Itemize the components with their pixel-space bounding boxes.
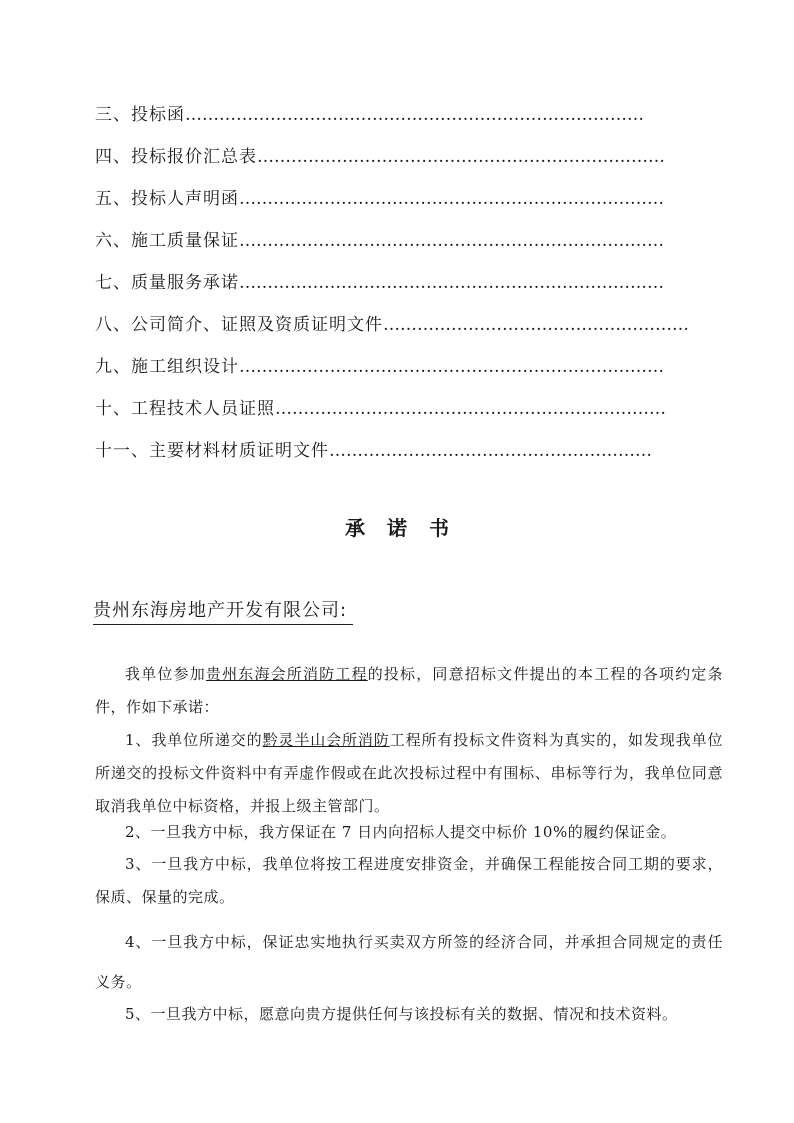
commitment-item-1: 1、我单位所递交的黔灵半山会所消防工程所有投标文件资料为真实的，如发现我单位所递交的投标文件资料中有弄虚作假或在此次投标过程中有围标、串标等行为，我单位同意取消我单位中标资格，并报上级主管部门。 [95, 731, 723, 815]
toc-item [95, 104, 644, 126]
toc-item-text: 投标函 [131, 105, 185, 125]
toc-leader-dots: ……………………………………………… [383, 315, 689, 335]
toc-item-text: 施工质量保证 [131, 231, 239, 251]
toc-item-number: 十、 [95, 399, 131, 419]
toc-item-number: 七、 [95, 273, 131, 293]
toc-item [95, 398, 666, 420]
toc-leader-dots: ………………………………………………………………… [239, 189, 664, 209]
toc-leader-dots: ………………………………………………………………… [239, 273, 664, 293]
toc-item-number: 八、 [95, 315, 131, 335]
toc-item [95, 146, 665, 168]
toc-item [95, 272, 664, 294]
toc-item-text: 主要材料材质证明文件 [149, 441, 329, 461]
toc-leader-dots: ………………………………………………………………… [239, 231, 664, 251]
toc-item-text: 投标报价汇总表 [131, 147, 257, 167]
toc-item-number: 四、 [95, 147, 131, 167]
toc-item-text: 投标人声明函 [131, 189, 239, 209]
intro-paragraph: 我单位参加贵州东海会所消防工程的投标，同意招标文件提出的本工程的各项约定条件，作如下承诺： [95, 665, 723, 716]
toc-leader-dots: ……………………………………………………………… [257, 147, 665, 167]
toc-leader-dots: ……………………………………………………………………… [185, 105, 644, 125]
addressee: 贵州东海房地产开发有限公司: [93, 596, 353, 625]
toc-item-text: 质量服务承诺 [131, 273, 239, 293]
project-name: 贵州东海会所消防工程 [205, 665, 368, 683]
project-name: 黔灵半山会所消防 [262, 731, 390, 749]
toc-item [95, 356, 664, 378]
toc-item-number: 五、 [95, 189, 131, 209]
commitment-item-3: 3、一旦我方中标，我单位将按工程进度安排资金，并确保工程能按合同工期的要求，保质、保量的完成。 [95, 855, 723, 906]
toc-item-number: 六、 [95, 231, 131, 251]
toc-item-text: 工程技术人员证照 [131, 399, 275, 419]
commitment-letter-title: 承诺书 [345, 516, 471, 540]
toc-item [95, 188, 664, 210]
toc-item-text: 公司简介、证照及资质证明文件 [131, 315, 383, 335]
commitment-item-5: 5、一旦我方中标，愿意向贵方提供任何与该投标有关的数据、情况和技术资料。 [125, 1005, 678, 1023]
toc-item-number: 十一、 [95, 441, 149, 461]
toc-leader-dots: ………………………………………………… [329, 441, 652, 461]
toc-item-number: 九、 [95, 357, 131, 377]
toc-item [95, 230, 664, 252]
toc-leader-dots: …………………………………………………………… [275, 399, 666, 419]
commitment-item-2: 2、一旦我方中标，我方保证在 7 日内向招标人提交中标价 10%的履约保证金。 [125, 823, 677, 841]
toc-item [95, 440, 652, 462]
commitment-item-4: 4、一旦我方中标，保证忠实地执行买卖双方所签的经济合同，并承担合同规定的责任义务。 [95, 933, 723, 991]
toc-item-text: 施工组织设计 [131, 357, 239, 377]
toc-item [95, 314, 689, 336]
toc-item-number: 三、 [95, 105, 131, 125]
toc-leader-dots: ………………………………………………………………… [239, 357, 664, 377]
